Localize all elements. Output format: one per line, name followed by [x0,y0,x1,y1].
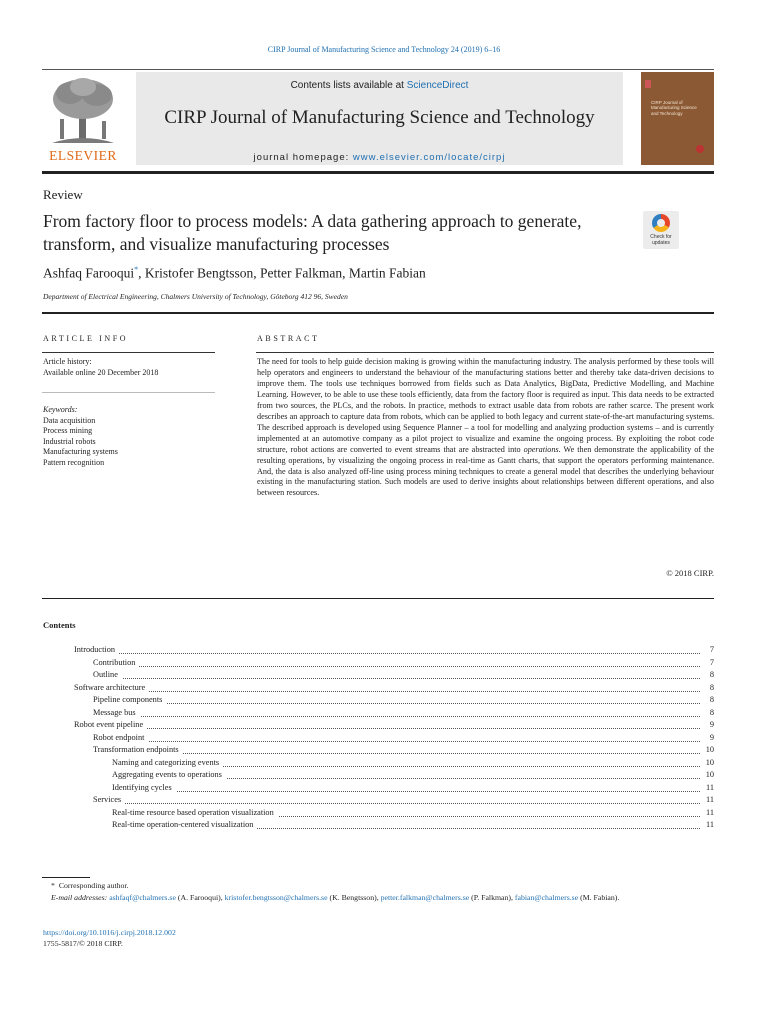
journal-reference[interactable]: CIRP Journal of Manufacturing Science and Technology 24 (2019) 6–16 [267,45,501,54]
toc-entry-label: Robot event pipeline [74,719,147,730]
toc-entry[interactable] [43,794,714,807]
toc-entry-page: 11 [706,782,714,792]
issn-line: 1755-5817/© 2018 CIRP. [43,939,123,948]
toc-entry-label: Message bus [93,707,140,718]
toc-entry-page: 9 [709,720,714,729]
article-info-heading: ARTICLE INFO [43,334,129,343]
author-list: Ashfaq Farooqui*, Kristofer Bengtsson, Petter Falkman, Martin Fabian [43,265,426,281]
journal-homepage: journal homepage: www.elsevier.com/locate/cirpj [253,152,506,163]
toc-entry-page: 8 [709,670,714,679]
corresponding-author-mark[interactable]: * [134,265,139,274]
article-title: From factory floor to process models: A data gathering approach to generate, transform, and visualize manufacturing processes [43,211,582,254]
toc-entry[interactable] [43,732,714,745]
article-type: Review [43,187,83,202]
toc-entry-page: 10 [705,770,714,779]
toc-entry-label: Software architecture [74,682,149,693]
history-label: Article history: [43,357,92,366]
toc-entry[interactable] [43,744,714,757]
toc-entry-page: 11 [706,820,714,829]
header-rule [42,69,714,70]
toc-entry-page: 11 [706,807,714,817]
abstract-heading: ABSTRACT [257,334,320,343]
toc-entry-page: 8 [709,707,714,717]
corresponding-author-note: * Corresponding author. [51,881,129,890]
toc-entry-page: 7 [709,645,714,654]
journal-cover-thumbnail[interactable] [641,72,714,165]
toc-entry-page: 11 [706,795,714,804]
abstract-body: The need for tools to help guide decision making is growing within the manufacturing industry. The analysis performed by these tools will help operators and engineers to understand the behaviour of the manufacturing stations better and thereby take data-driven decisions to improve them. The tools use techniques borrowed from fields such as Data Analytics, BigData, Predictive Modelling, and Machine Learning. However, to be able to use these tools efficiently, data from the factory floor is required as input. This data needs to be extracted from two sources, the PLCs, and the robots. In practice, methods to extract usable data from robots are rather scarce. The present work describes an approach to capture data from robots, which can be applied to both legacy and current state-of-the-art manufacturing systems. The described approach is developed using Sequence Planner – a tool for modelling and analyzing production systems – and is currently implemented at an automotive company as a pilot project to visualize and examine the ongoing process. By exploiting the robot code structure, robot actions are converted to event streams that are abstracted into operations. We then demonstrate the applicability of the resulting operations, by visualizing the ongoing process in real-time as Gantt charts, that support the operators performing maintenance. And, the data is also analyzed off-line using process mining techniques to create a general model that describes the underlying behaviour existing in the manufacturing station. Such models are used to derive insights about relationships between different operations, and also between resources. [257,357,714,498]
keyword: Process mining [43,426,93,436]
toc-entry-page: 9 [709,732,714,742]
keywords-block [43,405,118,469]
contents-available-line: Contents lists available at ScienceDirect [290,80,469,91]
toc-entry[interactable] [43,782,714,795]
toc-entry-label: Pipeline components [93,694,166,705]
toc-entry-label: Services [93,794,125,805]
toc-entry[interactable] [43,757,714,770]
cover-emblem-icon [696,145,704,153]
contents-heading: Contents [43,620,76,630]
toc-entry[interactable] [43,644,714,657]
homepage-link[interactable]: www.elsevier.com/locate/cirpj [352,152,506,163]
toc-entry-page: 7 [709,657,714,667]
header-bottom-rule [42,171,714,174]
history-value: Available online 20 December 2018 [43,367,159,377]
toc-entry-label: Identifying cycles [112,782,176,793]
toc-entry-label: Robot endpoint [93,732,148,743]
elsevier-wordmark: ELSEVIER [49,148,117,163]
toc-entry-page: 8 [709,682,714,692]
toc-entry-label: Aggregating events to operations [112,769,226,780]
email-link[interactable]: fabian@chalmers.se [514,892,579,902]
toc-entry[interactable] [43,682,714,695]
toc-entry[interactable] [43,707,714,720]
toc-entry-page: 10 [705,745,714,754]
doi-link[interactable]: https://doi.org/10.1016/j.cirpj.2018.12.002 [43,928,176,937]
check-for-updates-badge[interactable] [643,211,679,249]
cover-mark-icon [645,80,651,88]
article-info-rule [42,352,215,353]
toc-entry[interactable] [43,719,714,732]
affiliation: Department of Electrical Engineering, Chalmers University of Technology, Göteborg 412 96, Sweden [43,292,348,301]
email-link[interactable]: petter.falkman@chalmers.se [380,892,470,902]
toc-entry-label: Real-time operation-centered visualization [112,819,257,830]
toc-entry[interactable] [43,807,714,820]
toc-entry-label: Introduction [74,644,119,655]
cover-title: CIRP Journal of Manufacturing Science and Technology [651,100,697,116]
toc-entry-page: 8 [709,695,714,704]
crossmark-label: Check for updates [650,234,672,246]
toc-entry-label: Real-time resource based operation visualization [112,807,278,818]
crossmark-icon [652,214,670,232]
email-link[interactable]: kristofer.bengtsson@chalmers.se [224,892,328,902]
keyword: Pattern recognition [43,457,105,467]
footnote-rule [42,877,90,878]
toc-entry-label: Transformation endpoints [93,744,183,755]
abstract-copyright: © 2018 CIRP. [666,568,714,578]
toc-entry-page: 10 [705,757,714,767]
abstract-rule [256,352,714,353]
toc-entry[interactable] [43,657,714,670]
toc-entry-label: Naming and categorizing events [112,757,223,768]
toc-entry-label: Outline [93,669,122,680]
toc-entry[interactable] [43,694,714,707]
sciencedirect-link[interactable]: ScienceDirect [406,80,469,91]
section-rule [42,312,714,314]
toc-entry[interactable] [43,819,714,832]
toc-entry[interactable] [43,669,714,682]
keywords-label: Keywords: [43,405,78,414]
keyword: Manufacturing systems [43,447,118,457]
keyword: Industrial robots [43,436,96,446]
footnotes [43,880,713,903]
article-history [43,357,158,378]
contents-rule [42,598,714,599]
journal-title: CIRP Journal of Manufacturing Science and Technology [164,107,595,128]
keyword: Data acquisition [43,415,96,425]
email-addresses: E-mail addresses: ashfaqf@chalmers.se (A. Farooqui), kristofer.bengtsson@chalmers.se (K. Bengtsson), petter.falkman@chalmers.se (P. Falkman), fabian@chalmers.se (M. Fabian). [51,892,620,902]
toc-entry-label: Contribution [93,657,139,668]
doi-block [43,927,176,949]
email-link[interactable]: ashfaqf@chalmers.se [109,892,176,902]
article-info-divider [42,392,215,393]
toc-entry[interactable] [43,769,714,782]
